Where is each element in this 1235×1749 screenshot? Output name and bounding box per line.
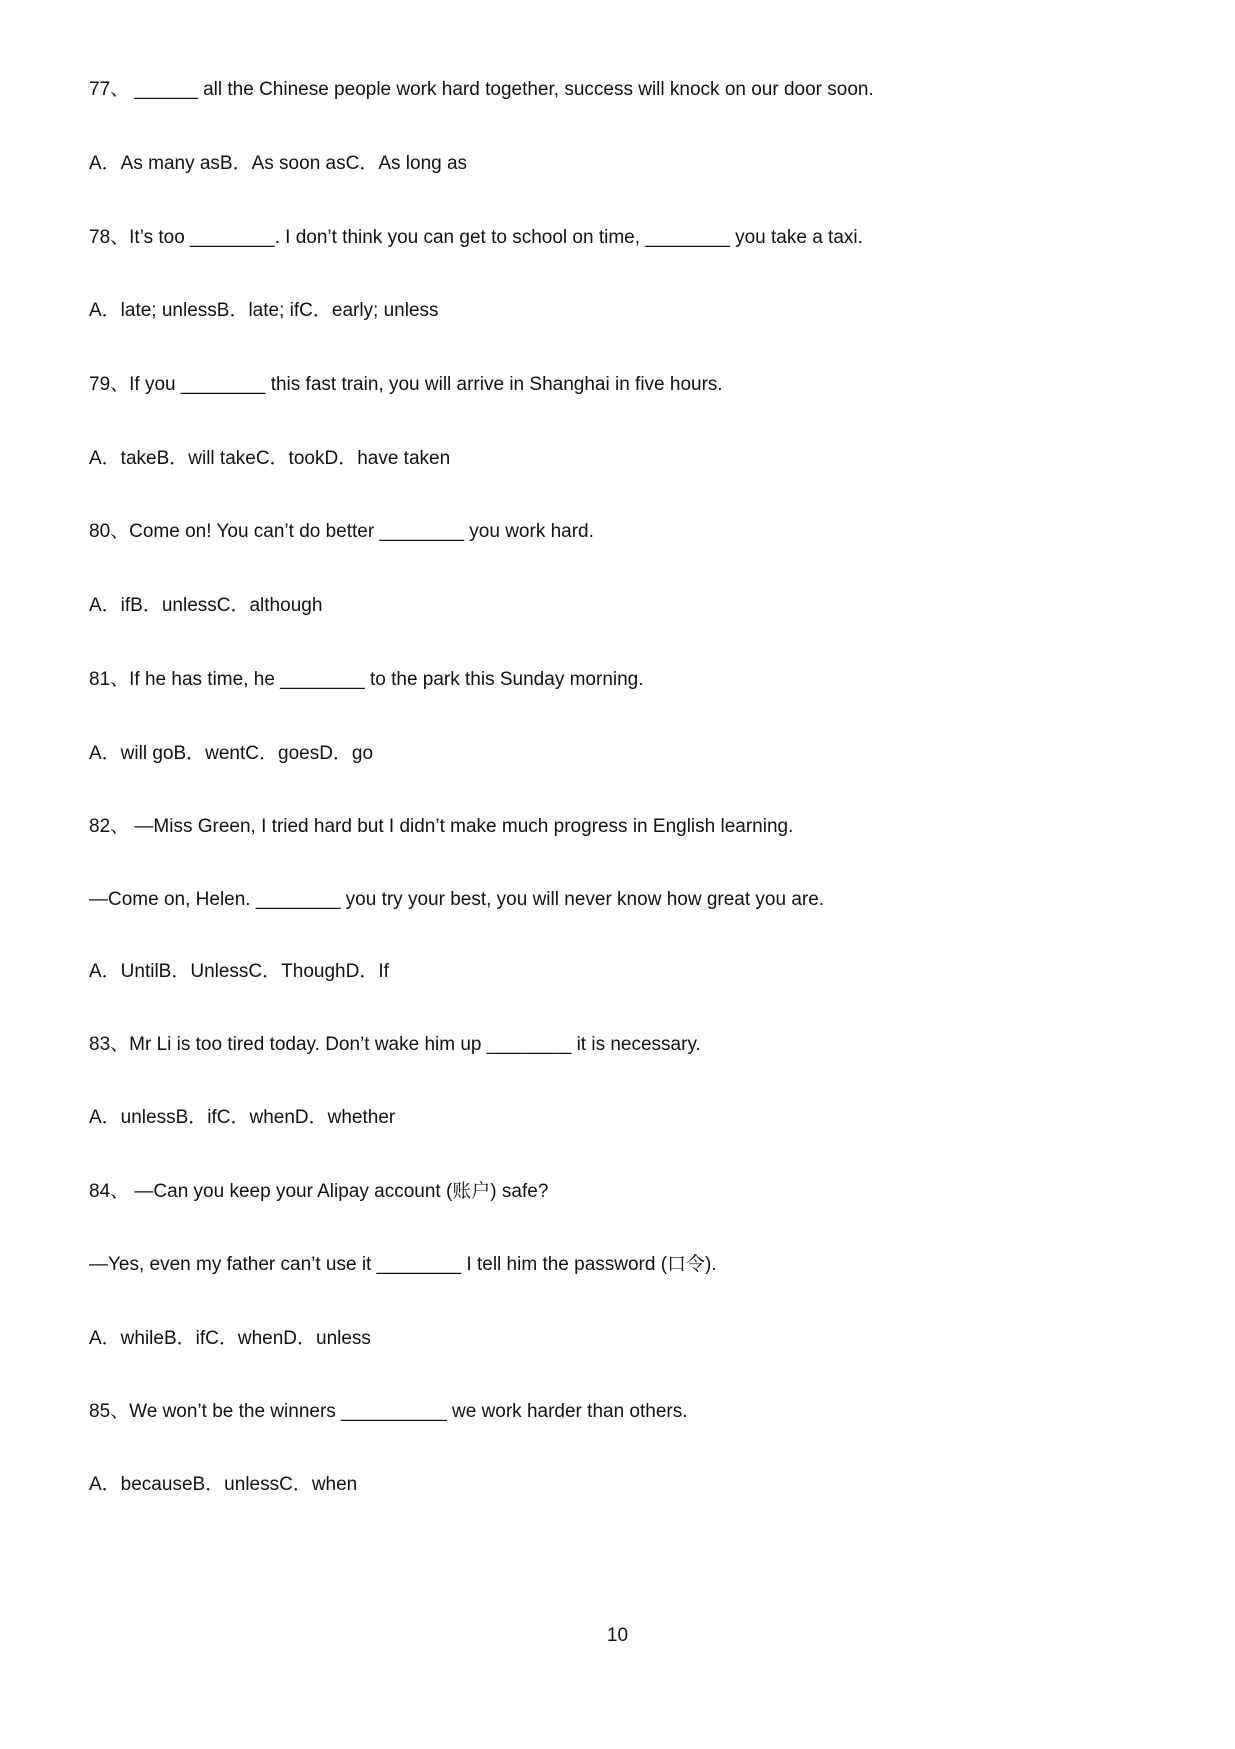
question-83-text: 83、Mr Li is too tired today. Don’t wake him up ________ it is necessary. — [89, 1034, 701, 1055]
question-81-options: A．will goB．wentC．goesD．go — [89, 743, 374, 764]
question-80-options: A．ifB．unlessC．although — [89, 595, 323, 616]
page-number: 10 — [606, 1625, 629, 1646]
question-84-text: 84、 —Can you keep your Alipay account (账户) safe? — [89, 1181, 549, 1202]
question-85-options: A．becauseB．unlessC．when — [89, 1474, 358, 1495]
question-79-text: 79、If you ________ this fast train, you will arrive in Shanghai in five hours. — [89, 374, 723, 395]
question-82-text: 82、 —Miss Green, I tried hard but I didn’t make much progress in English learning. — [89, 816, 794, 837]
question-84-text-line2: —Yes, even my father can’t use it ________ I tell him the password (口令). — [89, 1254, 717, 1275]
question-84-options: A．whileB．ifC．whenD．unless — [89, 1328, 371, 1349]
question-83-options: A．unlessB．ifC．whenD．whether — [89, 1107, 396, 1128]
question-82-options: A．UntilB．UnlessC．ThoughD．If — [89, 961, 389, 982]
question-79-options: A．takeB．will takeC．tookD．have taken — [89, 448, 451, 469]
question-85-text: 85、We won’t be the winners __________ we work harder than others. — [89, 1401, 688, 1422]
question-78-text: 78、It’s too ________. I don’t think you can get to school on time, ________ you take a taxi. — [89, 227, 863, 248]
question-77-options: A．As many asB．As soon asC．As long as — [89, 153, 468, 174]
question-78-options: A．late; unlessB．late; ifC．early; unless — [89, 300, 439, 321]
question-80-text: 80、Come on! You can’t do better ________ you work hard. — [89, 521, 594, 542]
question-77-text: 77、 ______ all the Chinese people work hard together, success will knock on our door soon. — [89, 79, 874, 100]
question-82-text-line2: —Come on, Helen. ________ you try your best, you will never know how great you are. — [89, 889, 825, 910]
question-81-text: 81、If he has time, he ________ to the park this Sunday morning. — [89, 669, 644, 690]
